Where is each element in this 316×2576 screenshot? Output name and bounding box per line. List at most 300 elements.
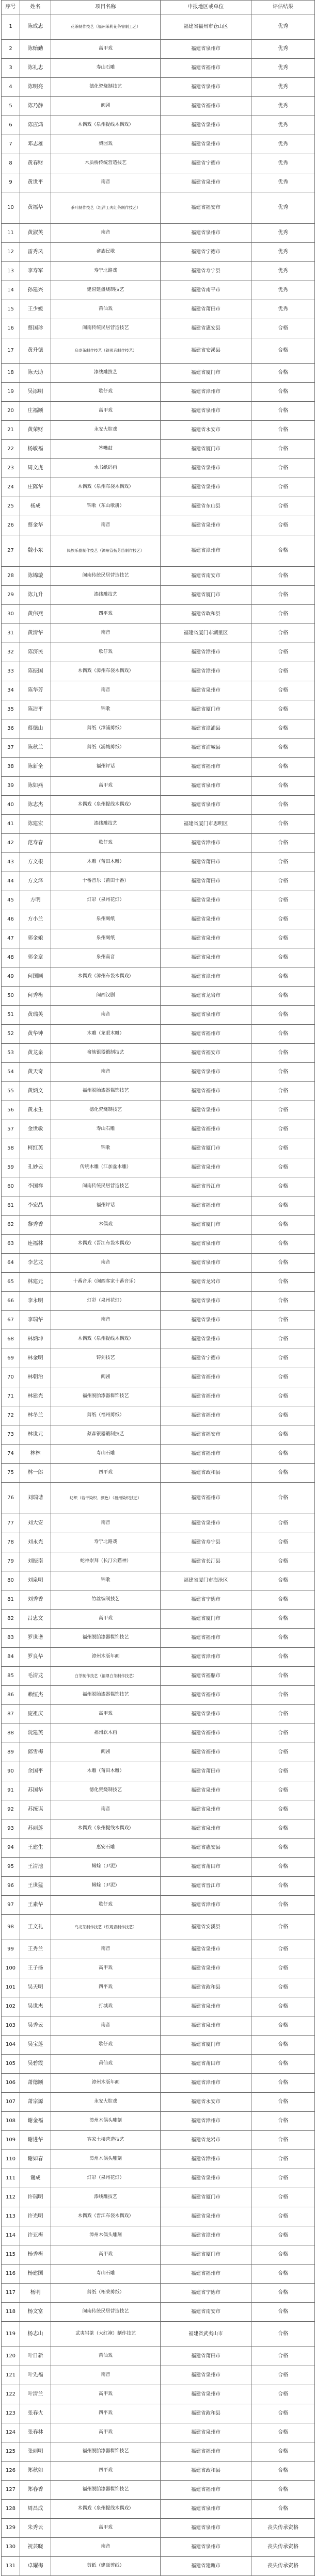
cell-num: 22	[2, 440, 20, 459]
cell-result: 合格	[251, 1445, 315, 1464]
table-row	[2, 2366, 315, 2385]
cell-num: 56	[2, 1101, 20, 1120]
table-row	[2, 1552, 315, 1571]
cell-item: 剪纸（柘荣剪纸）	[51, 2284, 161, 2303]
cell-item: 南音	[51, 681, 161, 700]
cell-unit: 福建省泉州市	[161, 459, 251, 478]
cell-item: 南音	[51, 1514, 161, 1533]
cell-item: 十番音乐（莆田十番）	[51, 872, 161, 891]
cell-item: 木偶戏（晋江布袋木偶戏）	[51, 2207, 161, 2226]
cell-item: 畲族银器锻制技艺	[51, 1044, 161, 1063]
cell-unit: 福建省泉州市	[161, 1781, 251, 1800]
cell-name: 柯红英	[20, 1139, 51, 1158]
cell-result: 合格	[251, 2169, 315, 2188]
cell-item: 歌仔戏	[51, 2036, 161, 2055]
cell-result: 合格	[251, 1819, 315, 1839]
table-row	[2, 967, 315, 987]
cell-result: 合格	[251, 1025, 315, 1044]
cell-result: 合格	[251, 586, 315, 605]
cell-unit: 福建省福州市	[161, 1406, 251, 1425]
cell-unit: 福建省晋江市	[161, 1177, 251, 1196]
cell-num: 33	[2, 662, 20, 681]
cell-name: 周文虎	[20, 459, 51, 478]
cell-num: 94	[2, 1839, 20, 1858]
cell-item: 南音	[51, 624, 161, 643]
cell-item: 福州脱胎漆器髹饰技艺	[51, 2481, 161, 2500]
cell-item: 高甲戏	[51, 40, 161, 59]
cell-num: 105	[2, 2055, 20, 2074]
cell-name: 庄福顺	[20, 402, 51, 421]
cell-num: 86	[2, 1686, 20, 1705]
cell-item: 乌龙茶制作技艺（铁观音制作技艺）	[51, 338, 161, 364]
cell-name: 陈天助	[20, 364, 51, 383]
cell-num: 74	[2, 1445, 20, 1464]
cell-unit: 福建省泉州市	[161, 929, 251, 948]
cell-result: 合格	[251, 1387, 315, 1406]
cell-item: 福州脱胎漆器髹饰技艺	[51, 1686, 161, 1705]
cell-name: 王子扬	[20, 1959, 51, 1978]
cell-num: 32	[2, 643, 20, 662]
cell-unit: 福建省政和县	[161, 2404, 251, 2423]
cell-result: 合格	[251, 1139, 315, 1158]
table-row	[2, 402, 315, 421]
cell-item: 福州脱胎漆器髹饰技艺	[51, 1629, 161, 1648]
cell-item: 德化瓷烧制技艺	[51, 1101, 161, 1120]
cell-name: 苏统谋	[20, 1800, 51, 1819]
table-row	[2, 1877, 315, 1896]
cell-item: 木偶戏（泉州提线木偶戏）	[51, 796, 161, 815]
cell-item: 歌仔戏	[51, 383, 161, 402]
cell-item: 纺织（若干染织、颜色）（福州染织技艺）	[51, 1483, 161, 1514]
cell-name: 林建元	[20, 1273, 51, 1292]
cell-unit: 福建省宁德市	[161, 154, 251, 173]
cell-item: 高甲戏	[51, 402, 161, 421]
table-row	[2, 1235, 315, 1254]
cell-result: 优秀	[251, 116, 315, 135]
table-row	[2, 1629, 315, 1648]
cell-result: 合格	[251, 2245, 315, 2265]
cell-name: 李艺龙	[20, 1254, 51, 1273]
cell-name: 吴宝莲	[20, 2036, 51, 2055]
cell-name: 萧德顺	[20, 2074, 51, 2093]
cell-item: 水书纸码画	[51, 459, 161, 478]
cell-result: 合格	[251, 2462, 315, 2481]
cell-result: 合格	[251, 1896, 315, 1915]
header-unit: 申报地区或单位	[161, 1, 251, 14]
cell-item: 德化瓷烧制技艺	[51, 78, 161, 97]
cell-num: 119	[2, 2322, 20, 2347]
cell-num: 41	[2, 815, 20, 834]
cell-name: 方小兰	[20, 910, 51, 929]
cell-name: 吴添明	[20, 383, 51, 402]
cell-item: 德化瓷烧制技艺	[51, 1781, 161, 1800]
cell-unit: 福建省莆田市	[161, 853, 251, 872]
cell-result: 合格	[251, 1590, 315, 1610]
cell-result: 合格	[251, 2442, 315, 2462]
cell-unit: 福建省莆田市	[161, 1762, 251, 1781]
cell-item: 蛇神崇拜（长汀公猫神）	[51, 1552, 161, 1571]
cell-item: 锦歌	[51, 700, 161, 719]
cell-num: 62	[2, 1216, 20, 1235]
cell-num: 28	[2, 567, 20, 586]
cell-unit: 福建省永安市	[161, 2093, 251, 2112]
cell-name: 黄龙泉	[20, 1044, 51, 1063]
cell-item: 木偶戏（漳州布袋木偶戏）	[51, 967, 161, 987]
cell-name: 陈应鸿	[20, 116, 51, 135]
cell-item: 木雕（莆田木雕）	[51, 853, 161, 872]
cell-num: 128	[2, 2500, 20, 2519]
cell-name: 方明	[20, 891, 51, 910]
cell-item: 锦歌	[51, 1571, 161, 1590]
cell-result: 合格	[251, 891, 315, 910]
cell-num: 45	[2, 891, 20, 910]
cell-unit: 福建省龙岩市	[161, 1273, 251, 1292]
cell-result: 合格	[251, 1464, 315, 1483]
cell-unit: 福建省泉州市	[161, 1311, 251, 1330]
cell-name: 杨志山	[20, 2322, 51, 2347]
cell-name: 蔡德山	[20, 719, 51, 739]
cell-result: 合格	[251, 1997, 315, 2016]
table-row	[2, 1610, 315, 1629]
cell-num: 20	[2, 402, 20, 421]
cell-name: 吴秀云	[20, 2016, 51, 2036]
cell-name: 陈志杰	[20, 796, 51, 815]
cell-name: 陈洁平	[20, 700, 51, 719]
cell-result: 合格	[251, 1120, 315, 1139]
table-row	[2, 2150, 315, 2169]
cell-name: 杨秀梅	[20, 2245, 51, 2265]
cell-result: 合格	[251, 1610, 315, 1629]
cell-name: 方文根	[20, 853, 51, 872]
cell-item: 寿山石雕	[51, 2265, 161, 2284]
cell-name: 张春火	[20, 2404, 51, 2423]
cell-unit: 福建省泉州市	[161, 1101, 251, 1120]
cell-result: 合格	[251, 478, 315, 497]
cell-name: 黎秀香	[20, 1216, 51, 1235]
cell-unit: 福建省莆田市	[161, 2055, 251, 2074]
cell-name: 雷秀凤	[20, 243, 51, 262]
cell-unit: 福建省莆田市	[161, 872, 251, 891]
cell-num: 83	[2, 1629, 20, 1648]
cell-result: 合格	[251, 516, 315, 535]
cell-unit: 福建省南安市	[161, 2303, 251, 2322]
cell-name: 苏国华	[20, 1781, 51, 1800]
cell-num: 114	[2, 2226, 20, 2245]
cell-num: 80	[2, 1571, 20, 1590]
cell-num: 13	[2, 262, 20, 281]
cell-name: 杨建国	[20, 2265, 51, 2284]
cell-num: 42	[2, 834, 20, 853]
cell-name: 孔妙云	[20, 1158, 51, 1177]
cell-num: 124	[2, 2423, 20, 2442]
cell-num: 19	[2, 383, 20, 402]
cell-result: 合格	[251, 1877, 315, 1896]
cell-unit: 福建省政和县	[161, 1978, 251, 1997]
cell-result: 优秀	[251, 14, 315, 40]
cell-name: 罗世谱	[20, 1629, 51, 1648]
table-row	[2, 1667, 315, 1686]
cell-num: 3	[2, 59, 20, 78]
cell-unit: 福建省福州市	[161, 97, 251, 116]
cell-item: 南音	[51, 516, 161, 535]
cell-num: 126	[2, 2462, 20, 2481]
cell-result: 合格	[251, 2226, 315, 2245]
cell-result: 合格	[251, 1349, 315, 1368]
cell-unit: 福建省厦门市湖里区	[161, 624, 251, 643]
cell-item: 南音	[51, 1006, 161, 1025]
cell-num: 8	[2, 154, 20, 173]
cell-unit: 福建省泉州市	[161, 116, 251, 135]
cell-unit: 福建省泉州市	[161, 910, 251, 929]
cell-num: 131	[2, 2557, 20, 2576]
cell-name: 黄炳文	[20, 1082, 51, 1101]
cell-num: 121	[2, 2366, 20, 2385]
table-row	[2, 2112, 315, 2131]
cell-num: 67	[2, 1311, 20, 1330]
cell-name: 黄荣财	[20, 421, 51, 440]
cell-item: 漳州木版年画	[51, 1648, 161, 1667]
cell-unit: 福建省泉州市	[161, 1705, 251, 1724]
cell-num: 6	[2, 116, 20, 135]
cell-result: 合格	[251, 1292, 315, 1311]
cell-name: 陈建宏	[20, 815, 51, 834]
table-row	[2, 777, 315, 796]
cell-item: 民族乐器制作技艺（漳州管扬芳笛制作技艺）	[51, 535, 161, 567]
cell-num: 65	[2, 1273, 20, 1292]
cell-name: 魏小东	[20, 535, 51, 567]
cell-num: 35	[2, 700, 20, 719]
cell-name: 阮建英	[20, 1724, 51, 1743]
cell-unit: 福建省泉州市	[161, 681, 251, 700]
cell-item: 剪纸（建瓯剪纸）	[51, 2557, 161, 2576]
cell-unit: 福建省漳州市	[161, 535, 251, 567]
cell-item: 惠安石雕	[51, 1839, 161, 1858]
cell-result: 合格	[251, 2423, 315, 2442]
cell-item: 客家土楼营造技艺	[51, 2131, 161, 2150]
cell-result: 优秀	[251, 281, 315, 300]
cell-name: 萧宗源	[20, 2093, 51, 2112]
cell-name: 陈秋兰	[20, 739, 51, 758]
cell-num: 77	[2, 1514, 20, 1533]
cell-name: 黄淑英	[20, 224, 51, 243]
cell-name: 黄华钟	[20, 1025, 51, 1044]
table-row	[2, 1781, 315, 1800]
cell-num: 115	[2, 2245, 20, 2265]
cell-name: 黄升德	[20, 338, 51, 364]
cell-unit: 福建省福州市	[161, 1686, 251, 1705]
cell-unit: 福建省长汀县	[161, 1552, 251, 1571]
table-row	[2, 2074, 315, 2093]
table-row	[2, 154, 315, 173]
cell-num: 72	[2, 1406, 20, 1425]
table-row	[2, 1800, 315, 1819]
table-row	[2, 1514, 315, 1533]
cell-num: 92	[2, 1800, 20, 1819]
cell-name: 叶日新	[20, 2347, 51, 2366]
cell-name: 刘大安	[20, 1514, 51, 1533]
table-row	[2, 815, 315, 834]
cell-result: 合格	[251, 1006, 315, 1025]
cell-result: 优秀	[251, 192, 315, 224]
table-row	[2, 1330, 315, 1349]
cell-num: 24	[2, 478, 20, 497]
table-row	[2, 681, 315, 700]
table-row	[2, 2538, 315, 2557]
cell-num: 101	[2, 1978, 20, 1997]
table-row	[2, 78, 315, 97]
cell-unit: 福建省泉州市	[161, 2385, 251, 2404]
table-row	[2, 2207, 315, 2226]
cell-item: 南音	[51, 1254, 161, 1273]
cell-result: 合格	[251, 1781, 315, 1800]
cell-unit: 福建省厦门市	[161, 2245, 251, 2265]
table-row	[2, 719, 315, 739]
cell-item: 寿山石雕	[51, 59, 161, 78]
cell-num: 12	[2, 243, 20, 262]
table-row	[2, 40, 315, 59]
cell-item: 木雕（龙眼木雕）	[51, 1025, 161, 1044]
table-row	[2, 459, 315, 478]
table-row	[2, 224, 315, 243]
cell-name: 林建光	[20, 1387, 51, 1406]
cell-num: 63	[2, 1235, 20, 1254]
table-row	[2, 2226, 315, 2245]
cell-item: 畲族民歌	[51, 243, 161, 262]
table-row	[2, 300, 315, 319]
table-row	[2, 2557, 315, 2576]
cell-item: 漳州木偶头雕刻	[51, 2226, 161, 2245]
cell-unit: 福建省惠安县	[161, 319, 251, 338]
cell-name: 陈成忠	[20, 14, 51, 40]
cell-unit: 福建省福州市	[161, 1025, 251, 1044]
cell-unit: 福建省泉州市	[161, 2016, 251, 2036]
cell-num: 48	[2, 948, 20, 967]
cell-unit: 福建省厦门市	[161, 2188, 251, 2207]
table-row	[2, 243, 315, 262]
cell-num: 85	[2, 1667, 20, 1686]
cell-result: 合格	[251, 2093, 315, 2112]
table-row	[2, 2322, 315, 2347]
cell-unit: 福建省政和县	[161, 605, 251, 624]
cell-item: 福州脱胎漆器髹饰技艺	[51, 1387, 161, 1406]
table-row	[2, 586, 315, 605]
cell-num: 9	[2, 173, 20, 192]
cell-name: 吴世杰	[20, 1997, 51, 2016]
cell-name: 杨成	[20, 497, 51, 516]
cell-unit: 福建省泉州市	[161, 1819, 251, 1839]
table-row	[2, 116, 315, 135]
cell-unit: 福建省泉州市	[161, 796, 251, 815]
cell-result: 合格	[251, 2366, 315, 2385]
cell-unit: 福建省福州市	[161, 1483, 251, 1514]
cell-num: 17	[2, 338, 20, 364]
cell-item: 木偶戏（泉州提线木偶戏）	[51, 2500, 161, 2519]
table-row	[2, 1648, 315, 1667]
cell-item: 南音	[51, 1800, 161, 1819]
cell-unit: 福建省泉州市	[161, 891, 251, 910]
cell-name: 谢如春	[20, 2150, 51, 2169]
cell-unit: 福建省莆田市	[161, 1858, 251, 1877]
cell-unit: 福建省福安市	[161, 192, 251, 224]
cell-unit: 福建省泉州市	[161, 2423, 251, 2442]
cell-num: 130	[2, 2538, 20, 2557]
cell-item: 花茶制作技艺（福州茉莉花茶窨制工艺）	[51, 14, 161, 40]
cell-name: 郑秋如	[20, 2462, 51, 2481]
table-row	[2, 929, 315, 948]
cell-item: 木偶戏（泉州提线木偶戏）	[51, 116, 161, 135]
cell-item: 莆仙戏	[51, 300, 161, 319]
cell-unit: 福建省泉州市	[161, 1063, 251, 1082]
cell-num: 81	[2, 1590, 20, 1610]
cell-result: 合格	[251, 1724, 315, 1743]
cell-unit: 福建省福州市	[161, 1387, 251, 1406]
cell-num: 76	[2, 1483, 20, 1514]
cell-result: 合格	[251, 1483, 315, 1514]
cell-item: 福州评话	[51, 1196, 161, 1216]
table-row	[2, 1896, 315, 1915]
cell-item: 漆线雕技艺	[51, 2188, 161, 2207]
table-row	[2, 1368, 315, 1387]
cell-name: 何国顺	[20, 967, 51, 987]
cell-unit: 福建省泉州市	[161, 1254, 251, 1273]
cell-item: 高甲戏	[51, 2423, 161, 2442]
cell-result: 合格	[251, 948, 315, 967]
cell-name: 谢金福	[20, 2112, 51, 2131]
cell-result: 合格	[251, 1571, 315, 1590]
cell-result: 合格	[251, 2016, 315, 2036]
cell-name: 余国平	[20, 1762, 51, 1781]
cell-result: 丧失传承资格	[251, 2557, 315, 2576]
cell-item: 永安大腔戏	[51, 2093, 161, 2112]
cell-name: 谢进华	[20, 2131, 51, 2150]
cell-num: 52	[2, 1025, 20, 1044]
cell-item: 歌仔戏	[51, 1896, 161, 1915]
cell-result: 合格	[251, 834, 315, 853]
cell-unit: 福建省泉州市	[161, 1940, 251, 1959]
table-row	[2, 891, 315, 910]
cell-unit: 福建省泉州市	[161, 1006, 251, 1025]
cell-item: 泉州南音	[51, 948, 161, 967]
cell-result: 合格	[251, 719, 315, 739]
table-row	[2, 173, 315, 192]
cell-num: 30	[2, 605, 20, 624]
cell-name: 林炳坤	[20, 1330, 51, 1349]
cell-num: 36	[2, 719, 20, 739]
cell-num: 102	[2, 1997, 20, 2016]
table-row	[2, 478, 315, 497]
cell-unit: 福建省漳州市	[161, 2074, 251, 2093]
table-row	[2, 2462, 315, 2481]
table-row	[2, 834, 315, 853]
cell-item: 建窑建盏烧制技艺	[51, 281, 161, 300]
cell-unit: 福建省寿宁县	[161, 1533, 251, 1552]
cell-num: 54	[2, 1063, 20, 1082]
cell-item: 寿宁北路戏	[51, 262, 161, 281]
cell-num: 112	[2, 2188, 20, 2207]
cell-result: 优秀	[251, 78, 315, 97]
cell-name: 陈明亮	[20, 78, 51, 97]
table-row	[2, 2423, 315, 2442]
cell-num: 107	[2, 2093, 20, 2112]
cell-num: 91	[2, 1781, 20, 1800]
table-row	[2, 1082, 315, 1101]
table-row	[2, 383, 315, 402]
table-body	[2, 14, 315, 2576]
table-row	[2, 2169, 315, 2188]
cell-unit: 福建省建瓯市	[161, 2557, 251, 2576]
cell-unit: 福建省泉州市	[161, 948, 251, 967]
cell-unit: 福建省宁德市	[161, 1590, 251, 1610]
